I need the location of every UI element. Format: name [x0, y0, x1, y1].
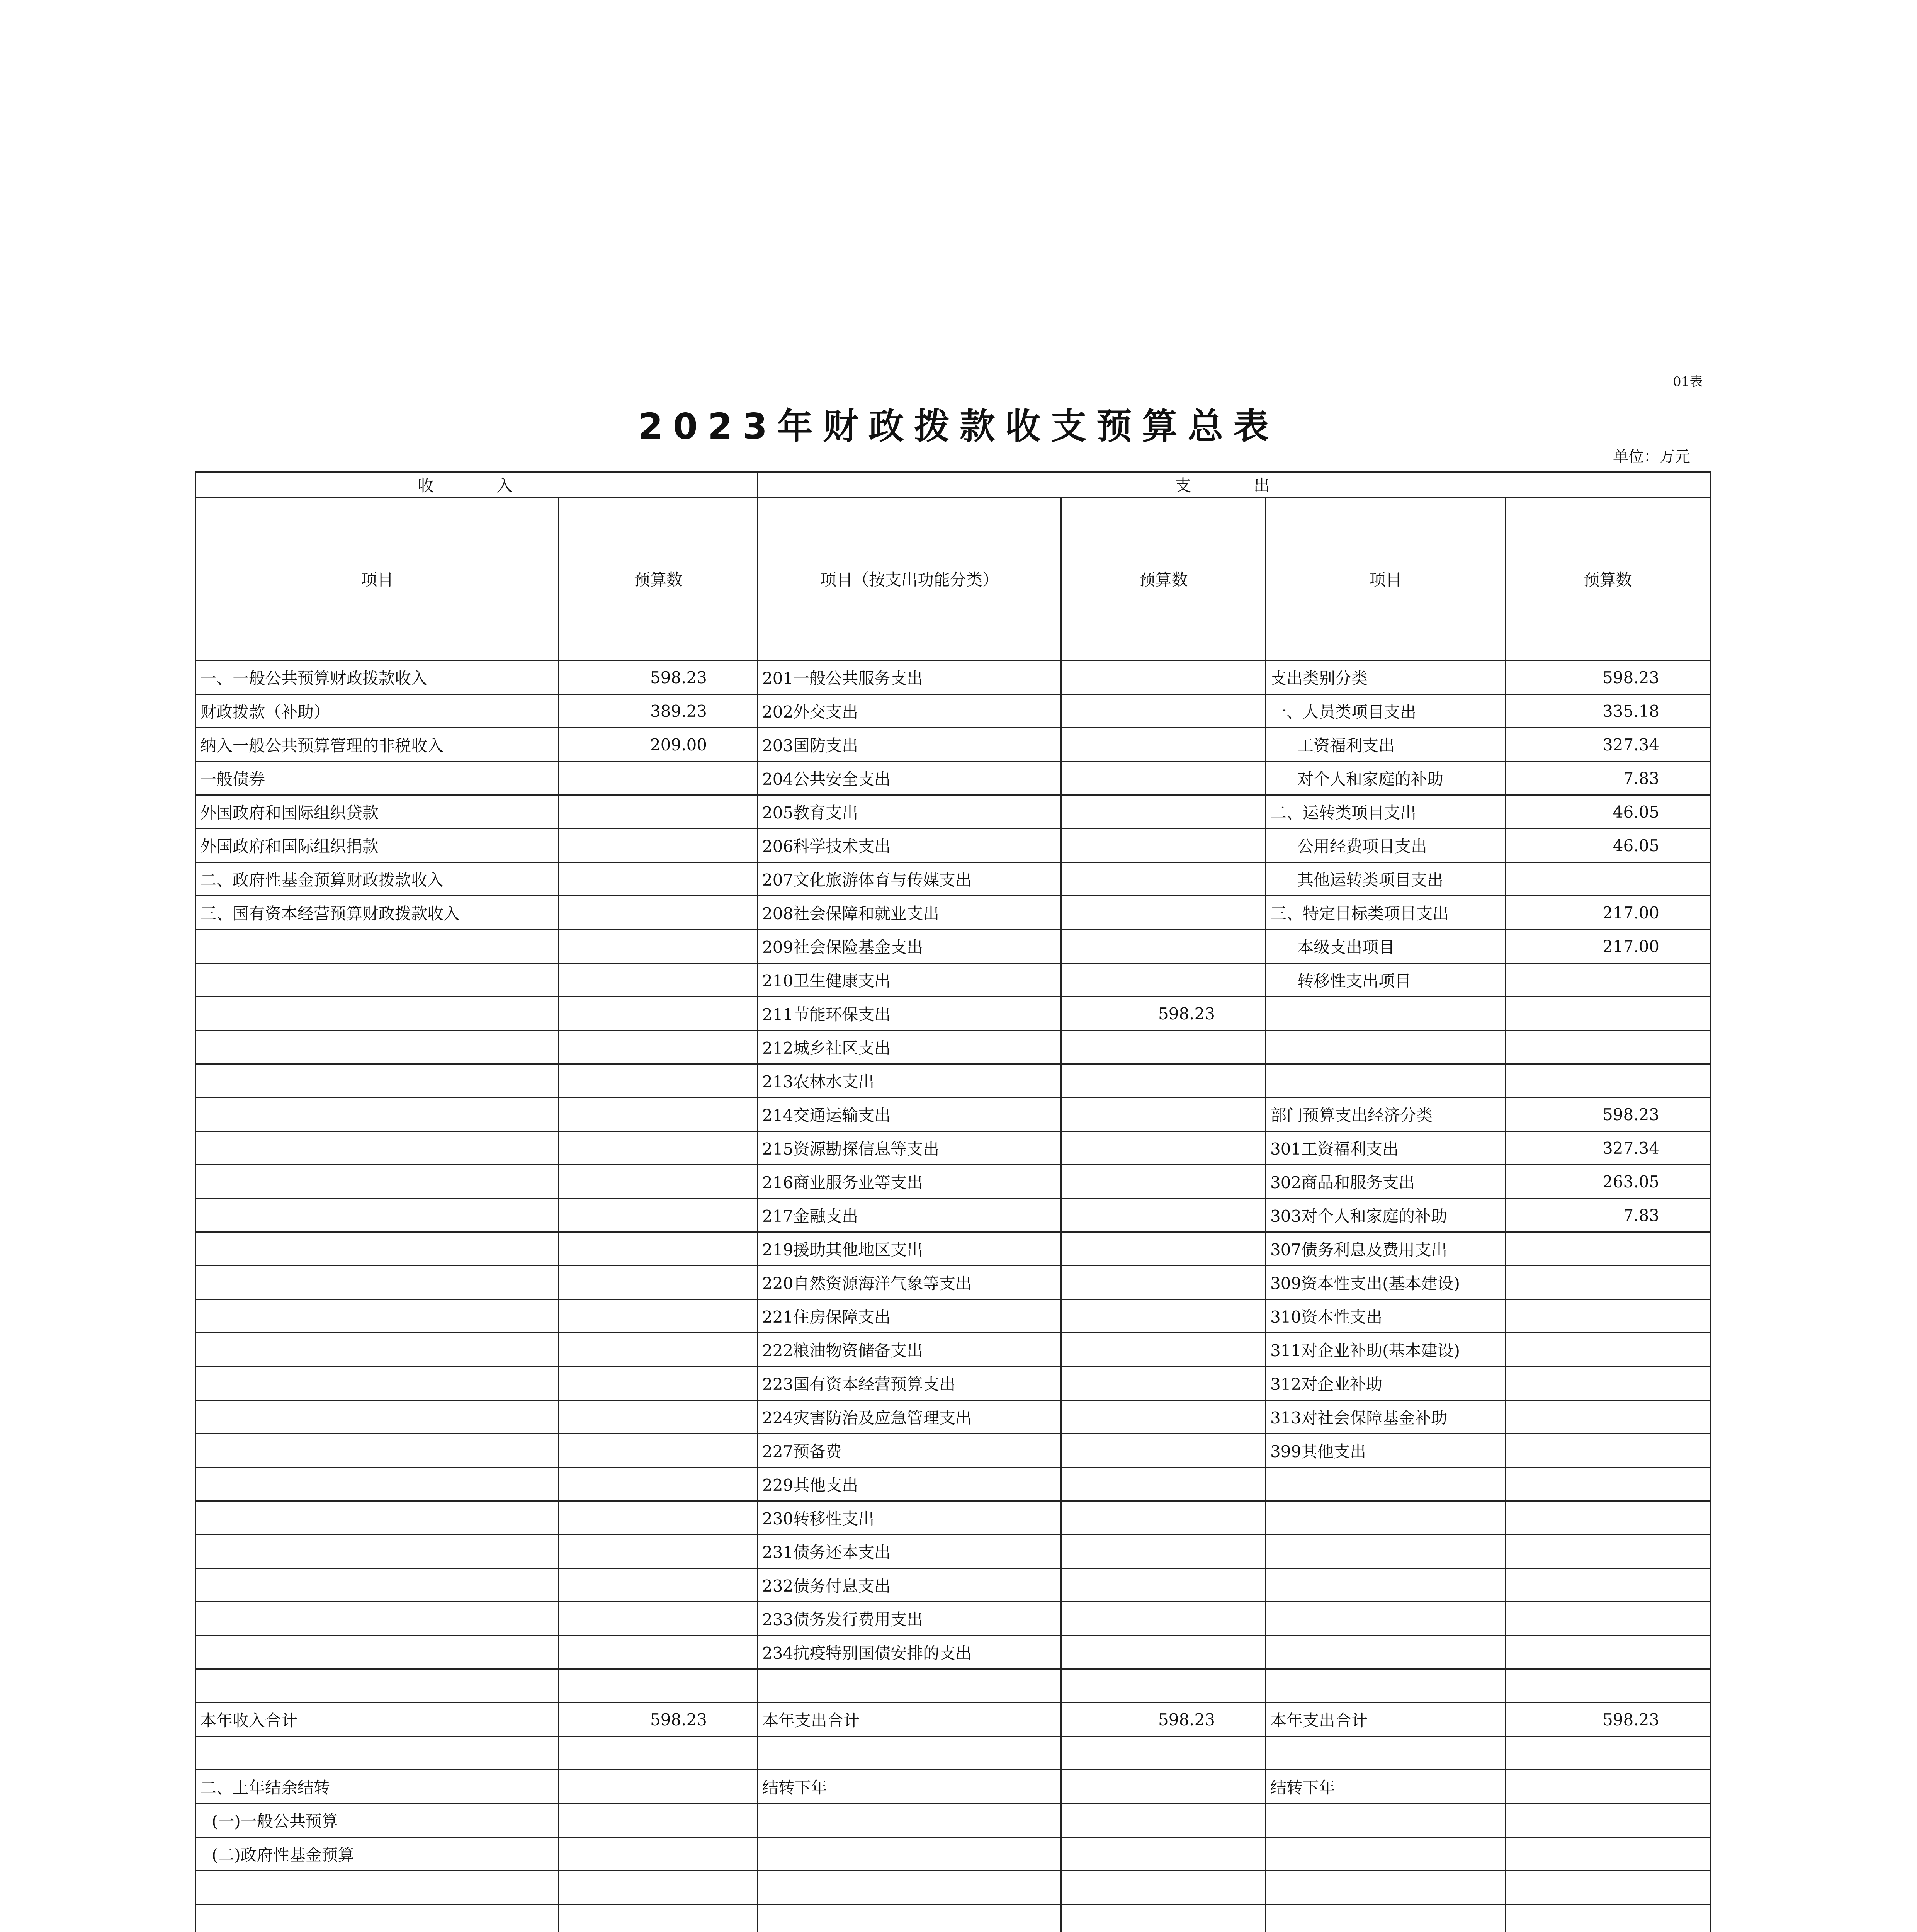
cell-income-item	[196, 1535, 559, 1568]
cell-function-item	[758, 1669, 1061, 1703]
cell-econ-budget	[1506, 963, 1710, 997]
cell-function-item: 213农林水支出	[758, 1064, 1061, 1098]
table-row	[196, 1434, 1710, 1468]
table-row	[196, 896, 1710, 930]
cell-function-item: 215资源勘探信息等支出	[758, 1131, 1061, 1165]
cell-income-budget	[559, 1602, 758, 1636]
cell-function-budget	[1061, 1266, 1266, 1299]
cell-income-item	[196, 1736, 559, 1770]
table-row	[196, 1501, 1710, 1535]
cell-econ-item	[1266, 1568, 1506, 1602]
cell-econ-item	[1266, 1602, 1506, 1636]
cell-econ-item	[1266, 1501, 1506, 1535]
cell-econ-item: 对个人和家庭的补助	[1266, 762, 1506, 795]
cell-income-budget	[559, 1165, 758, 1199]
cell-function-budget	[1061, 896, 1266, 930]
cell-function-item: 227预备费	[758, 1434, 1061, 1468]
table-row	[196, 762, 1710, 795]
cell-income-budget	[559, 997, 758, 1031]
cell-income-item	[196, 1165, 559, 1199]
table-row	[196, 1299, 1710, 1333]
cell-econ-item	[1266, 997, 1506, 1031]
cell-econ-budget	[1506, 1770, 1710, 1804]
cell-econ-item: 本年支出合计	[1266, 1703, 1506, 1736]
cell-income-budget	[559, 1367, 758, 1400]
table-row	[196, 1602, 1710, 1636]
cell-function-item	[758, 1871, 1061, 1905]
cell-income-item: (二)政府性基金预算	[196, 1837, 559, 1871]
cell-econ-item: 313对社会保障基金补助	[1266, 1400, 1506, 1434]
table-row	[196, 1199, 1710, 1232]
cell-function-budget	[1061, 1367, 1266, 1400]
cell-function-item: 209社会保险基金支出	[758, 930, 1061, 963]
cell-econ-item: 公用经费项目支出	[1266, 829, 1506, 862]
cell-function-item: 216商业服务业等支出	[758, 1165, 1061, 1199]
cell-function-item: 212城乡社区支出	[758, 1031, 1061, 1064]
cell-income-item	[196, 1031, 559, 1064]
cell-econ-item: 310资本性支出	[1266, 1299, 1506, 1333]
table-row	[196, 1031, 1710, 1064]
table-row	[196, 694, 1710, 728]
cell-income-budget	[559, 1064, 758, 1098]
cell-income-item: 纳入一般公共预算管理的非税收入	[196, 728, 559, 762]
cell-function-budget	[1061, 1299, 1266, 1333]
cell-income-item	[196, 1098, 559, 1131]
cell-function-item: 219援助其他地区支出	[758, 1232, 1061, 1266]
cell-function-item	[758, 1736, 1061, 1770]
cell-income-item	[196, 1367, 559, 1400]
cell-income-budget	[559, 1266, 758, 1299]
cell-econ-item	[1266, 1064, 1506, 1098]
cell-function-item: 204公共安全支出	[758, 762, 1061, 795]
cell-income-budget	[559, 1770, 758, 1804]
cell-income-budget	[559, 1837, 758, 1871]
cell-function-item: 本年支出合计	[758, 1703, 1061, 1736]
cell-function-item: 231债务还本支出	[758, 1535, 1061, 1568]
unit-label: 单位：万元	[1613, 448, 1690, 466]
cell-function-item: 232债务付息支出	[758, 1568, 1061, 1602]
cell-econ-item	[1266, 1031, 1506, 1064]
cell-econ-item: 转移性支出项目	[1266, 963, 1506, 997]
cell-income-budget	[559, 1098, 758, 1131]
cell-function-budget	[1061, 1602, 1266, 1636]
cell-econ-budget	[1506, 1669, 1710, 1703]
cell-econ-budget: 263.05	[1506, 1165, 1710, 1199]
cell-econ-budget: 217.00	[1506, 930, 1710, 963]
table-row	[196, 829, 1710, 862]
cell-function-budget	[1061, 1568, 1266, 1602]
cell-econ-item: 本级支出项目	[1266, 930, 1506, 963]
cell-econ-item: 302商品和服务支出	[1266, 1165, 1506, 1199]
cell-econ-budget	[1506, 862, 1710, 896]
cell-function-item: 221住房保障支出	[758, 1299, 1061, 1333]
cell-function-item: 230转移性支出	[758, 1501, 1061, 1535]
cell-function-budget	[1061, 930, 1266, 963]
cell-income-budget	[559, 1501, 758, 1535]
table-row	[196, 1837, 1710, 1871]
cell-function-item: 201一般公共服务支出	[758, 661, 1061, 694]
table-row	[196, 1770, 1710, 1804]
cell-function-item: 208社会保障和就业支出	[758, 896, 1061, 930]
cell-econ-budget: 217.00	[1506, 896, 1710, 930]
cell-income-item	[196, 1669, 559, 1703]
table-row	[196, 1703, 1710, 1736]
table-row	[196, 862, 1710, 896]
cell-function-item: 214交通运输支出	[758, 1098, 1061, 1131]
cell-function-item: 220自然资源海洋气象等支出	[758, 1266, 1061, 1299]
cell-function-item: 229其他支出	[758, 1468, 1061, 1501]
cell-function-item: 207文化旅游体育与传媒支出	[758, 862, 1061, 896]
cell-function-item	[758, 1905, 1061, 1932]
table-row	[196, 728, 1710, 762]
cell-econ-budget: 598.23	[1506, 661, 1710, 694]
cell-econ-item: 结转下年	[1266, 1770, 1506, 1804]
cell-econ-item: 三、特定目标类项目支出	[1266, 896, 1506, 930]
cell-econ-item: 部门预算支出经济分类	[1266, 1098, 1506, 1131]
cell-econ-budget	[1506, 1400, 1710, 1434]
cell-income-budget	[559, 862, 758, 896]
cell-function-item: 224灾害防治及应急管理支出	[758, 1400, 1061, 1434]
column-header-row	[196, 497, 1710, 661]
cell-function-budget: 598.23	[1061, 1703, 1266, 1736]
cell-income-budget	[559, 1871, 758, 1905]
cell-function-budget	[1061, 1434, 1266, 1468]
cell-econ-item	[1266, 1468, 1506, 1501]
page-title: 2023年财政拨款收支预算总表	[638, 406, 1279, 447]
table-row	[196, 1669, 1710, 1703]
cell-econ-item	[1266, 1905, 1506, 1932]
cell-econ-item: 312对企业补助	[1266, 1367, 1506, 1400]
table-row	[196, 1468, 1710, 1501]
cell-function-budget	[1061, 829, 1266, 862]
cell-income-item: 一、一般公共预算财政拨款收入	[196, 661, 559, 694]
cell-econ-item	[1266, 1736, 1506, 1770]
cell-income-budget: 389.23	[559, 694, 758, 728]
cell-econ-budget	[1506, 1602, 1710, 1636]
cell-function-budget	[1061, 1064, 1266, 1098]
cell-econ-budget	[1506, 997, 1710, 1031]
cell-econ-budget: 598.23	[1506, 1703, 1710, 1736]
cell-econ-item: 309资本性支出(基本建设)	[1266, 1266, 1506, 1299]
cell-function-item: 210卫生健康支出	[758, 963, 1061, 997]
cell-income-budget: 598.23	[559, 661, 758, 694]
cell-income-budget	[559, 1031, 758, 1064]
cell-function-item: 203国防支出	[758, 728, 1061, 762]
table-row	[196, 795, 1710, 829]
cell-econ-budget	[1506, 1064, 1710, 1098]
cell-function-budget: 598.23	[1061, 997, 1266, 1031]
cell-econ-budget: 327.34	[1506, 1131, 1710, 1165]
cell-function-item: 202外交支出	[758, 694, 1061, 728]
cell-income-item	[196, 1232, 559, 1266]
cell-function-budget	[1061, 1333, 1266, 1367]
cell-econ-budget	[1506, 1468, 1710, 1501]
cell-income-budget	[559, 829, 758, 862]
cell-income-budget	[559, 795, 758, 829]
cell-econ-item: 311对企业补助(基本建设)	[1266, 1333, 1506, 1367]
table-row	[196, 1905, 1710, 1932]
cell-income-budget	[559, 1400, 758, 1434]
cell-function-budget	[1061, 1871, 1266, 1905]
cell-income-item	[196, 1266, 559, 1299]
col-header-income-budget: 预算数	[559, 497, 758, 661]
cell-function-budget	[1061, 1031, 1266, 1064]
cell-econ-budget: 46.05	[1506, 829, 1710, 862]
cell-function-budget	[1061, 1199, 1266, 1232]
cell-income-item: 二、政府性基金预算财政拨款收入	[196, 862, 559, 896]
cell-function-item: 217金融支出	[758, 1199, 1061, 1232]
cell-income-item	[196, 963, 559, 997]
cell-function-budget	[1061, 1535, 1266, 1568]
cell-income-budget	[559, 1232, 758, 1266]
cell-function-item: 234抗疫特别国债安排的支出	[758, 1636, 1061, 1669]
table-row	[196, 1871, 1710, 1905]
cell-function-budget	[1061, 1131, 1266, 1165]
cell-econ-budget	[1506, 1333, 1710, 1367]
cell-econ-budget	[1506, 1031, 1710, 1064]
cell-function-item: 223国有资本经营预算支出	[758, 1367, 1061, 1400]
col-header-income-item: 项目	[196, 497, 559, 661]
cell-econ-item: 一、人员类项目支出	[1266, 694, 1506, 728]
table-row	[196, 1165, 1710, 1199]
cell-income-item	[196, 1501, 559, 1535]
cell-income-budget	[559, 1535, 758, 1568]
table-row	[196, 930, 1710, 963]
cell-income-budget	[559, 1434, 758, 1468]
cell-econ-budget	[1506, 1837, 1710, 1871]
cell-econ-budget	[1506, 1501, 1710, 1535]
cell-function-item: 结转下年	[758, 1770, 1061, 1804]
cell-econ-budget	[1506, 1266, 1710, 1299]
table-row	[196, 1636, 1710, 1669]
cell-function-item: 211节能环保支出	[758, 997, 1061, 1031]
cell-function-item: 205教育支出	[758, 795, 1061, 829]
cell-function-budget	[1061, 762, 1266, 795]
table-row	[196, 1568, 1710, 1602]
col-header-function-item: 项目（按支出功能分类）	[758, 497, 1061, 661]
cell-function-budget	[1061, 1400, 1266, 1434]
cell-income-item	[196, 1905, 559, 1932]
table-row	[196, 997, 1710, 1031]
cell-econ-budget: 335.18	[1506, 694, 1710, 728]
cell-function-budget	[1061, 1837, 1266, 1871]
cell-econ-budget: 598.23	[1506, 1098, 1710, 1131]
cell-econ-item: 301工资福利支出	[1266, 1131, 1506, 1165]
cell-income-item: 一般债券	[196, 762, 559, 795]
cell-econ-budget	[1506, 1905, 1710, 1932]
cell-function-budget	[1061, 1736, 1266, 1770]
table-row	[196, 1266, 1710, 1299]
cell-function-budget	[1061, 1468, 1266, 1501]
table-row	[196, 1232, 1710, 1266]
cell-function-item: 222粮油物资储备支出	[758, 1333, 1061, 1367]
table-row	[196, 963, 1710, 997]
cell-econ-item	[1266, 1804, 1506, 1837]
cell-income-item	[196, 1636, 559, 1669]
cell-income-item: 外国政府和国际组织捐款	[196, 829, 559, 862]
cell-econ-item: 307债务利息及费用支出	[1266, 1232, 1506, 1266]
cell-income-item: 本年收入合计	[196, 1703, 559, 1736]
cell-econ-budget	[1506, 1299, 1710, 1333]
cell-econ-item: 支出类别分类	[1266, 661, 1506, 694]
cell-income-budget	[559, 1736, 758, 1770]
cell-econ-budget: 46.05	[1506, 795, 1710, 829]
table-row	[196, 1736, 1710, 1770]
cell-income-item: 外国政府和国际组织贷款	[196, 795, 559, 829]
cell-function-item: 233债务发行费用支出	[758, 1602, 1061, 1636]
table-row	[196, 661, 1710, 694]
cell-econ-item	[1266, 1871, 1506, 1905]
cell-income-item	[196, 1299, 559, 1333]
cell-econ-budget	[1506, 1804, 1710, 1837]
cell-econ-item	[1266, 1837, 1506, 1871]
cell-econ-budget	[1506, 1636, 1710, 1669]
cell-income-budget	[559, 1636, 758, 1669]
table-row	[196, 1804, 1710, 1837]
expenditure-header: 支 出	[758, 472, 1710, 497]
cell-income-budget	[559, 1131, 758, 1165]
cell-econ-item: 303对个人和家庭的补助	[1266, 1199, 1506, 1232]
cell-function-budget	[1061, 1165, 1266, 1199]
cell-function-budget	[1061, 963, 1266, 997]
cell-function-budget	[1061, 728, 1266, 762]
cell-income-item	[196, 1064, 559, 1098]
cell-econ-budget: 327.34	[1506, 728, 1710, 762]
cell-econ-budget	[1506, 1736, 1710, 1770]
cell-income-item: 财政拨款（补助）	[196, 694, 559, 728]
budget-table	[195, 471, 1711, 1932]
cell-econ-item: 二、运转类项目支出	[1266, 795, 1506, 829]
cell-income-budget	[559, 1905, 758, 1932]
cell-function-budget	[1061, 1770, 1266, 1804]
cell-income-item	[196, 930, 559, 963]
cell-econ-item: 工资福利支出	[1266, 728, 1506, 762]
col-header-econ-budget: 预算数	[1506, 497, 1710, 661]
cell-income-item	[196, 1333, 559, 1367]
cell-function-budget	[1061, 661, 1266, 694]
cell-income-item	[196, 1434, 559, 1468]
table-row	[196, 1333, 1710, 1367]
cell-income-item	[196, 1568, 559, 1602]
cell-income-budget: 209.00	[559, 728, 758, 762]
cell-income-budget	[559, 1669, 758, 1703]
cell-income-item	[196, 1468, 559, 1501]
table-code: 01表	[1673, 374, 1703, 389]
cell-income-budget	[559, 896, 758, 930]
col-header-function-budget: 预算数	[1061, 497, 1266, 661]
cell-income-item	[196, 1602, 559, 1636]
table-row	[196, 1367, 1710, 1400]
cell-econ-item: 其他运转类项目支出	[1266, 862, 1506, 896]
cell-function-budget	[1061, 795, 1266, 829]
cell-function-budget	[1061, 1669, 1266, 1703]
cell-function-item: 206科学技术支出	[758, 829, 1061, 862]
cell-econ-budget: 7.83	[1506, 762, 1710, 795]
cell-income-item: 二、上年结余结转	[196, 1770, 559, 1804]
cell-econ-budget	[1506, 1535, 1710, 1568]
cell-income-budget	[559, 930, 758, 963]
section-header-row	[196, 472, 1710, 497]
cell-function-budget	[1061, 1501, 1266, 1535]
cell-income-budget	[559, 1333, 758, 1367]
cell-income-budget	[559, 1199, 758, 1232]
cell-function-budget	[1061, 1804, 1266, 1837]
cell-function-budget	[1061, 694, 1266, 728]
cell-function-item	[758, 1837, 1061, 1871]
cell-income-budget: 598.23	[559, 1703, 758, 1736]
income-header: 收 入	[196, 472, 758, 497]
cell-function-item	[758, 1804, 1061, 1837]
cell-function-budget	[1061, 1232, 1266, 1266]
cell-income-item	[196, 1131, 559, 1165]
table-row	[196, 1535, 1710, 1568]
table-row	[196, 1098, 1710, 1131]
cell-income-budget	[559, 1804, 758, 1837]
cell-econ-item: 399其他支出	[1266, 1434, 1506, 1468]
cell-econ-budget	[1506, 1434, 1710, 1468]
cell-econ-budget: 7.83	[1506, 1199, 1710, 1232]
table-row	[196, 1400, 1710, 1434]
cell-function-budget	[1061, 862, 1266, 896]
cell-income-budget	[559, 1468, 758, 1501]
cell-function-budget	[1061, 1636, 1266, 1669]
cell-income-budget	[559, 1299, 758, 1333]
cell-income-budget	[559, 762, 758, 795]
cell-econ-item	[1266, 1669, 1506, 1703]
cell-income-item	[196, 1871, 559, 1905]
cell-income-item: 三、国有资本经营预算财政拨款收入	[196, 896, 559, 930]
cell-income-item	[196, 1400, 559, 1434]
cell-income-item	[196, 997, 559, 1031]
cell-econ-budget	[1506, 1367, 1710, 1400]
cell-function-budget	[1061, 1098, 1266, 1131]
cell-econ-budget	[1506, 1871, 1710, 1905]
table-row	[196, 1064, 1710, 1098]
table-row	[196, 1131, 1710, 1165]
col-header-econ-item: 项目	[1266, 497, 1506, 661]
cell-income-budget	[559, 963, 758, 997]
cell-function-budget	[1061, 1905, 1266, 1932]
cell-econ-item	[1266, 1535, 1506, 1568]
cell-econ-budget	[1506, 1232, 1710, 1266]
cell-econ-item	[1266, 1636, 1506, 1669]
cell-income-item: (一)一般公共预算	[196, 1804, 559, 1837]
cell-income-item	[196, 1199, 559, 1232]
cell-income-budget	[559, 1568, 758, 1602]
cell-econ-budget	[1506, 1568, 1710, 1602]
